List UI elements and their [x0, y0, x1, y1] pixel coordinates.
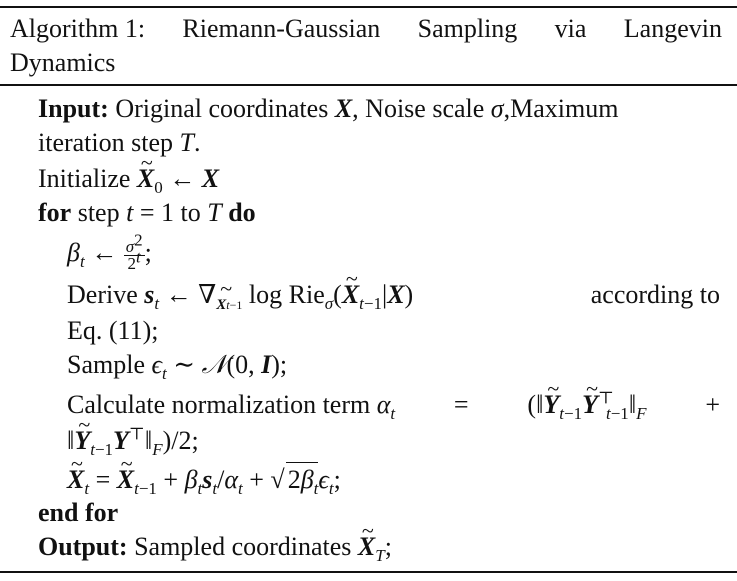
end-for-line: end for [38, 498, 119, 527]
algorithm-label: Algorithm 1: [10, 14, 146, 43]
eq-ref-line: Eq. (11); [67, 316, 159, 345]
title-rule [0, 84, 737, 86]
title-word: Langevin [623, 14, 722, 43]
input-var: X [334, 94, 353, 123]
sample-line: Sample $\epsilon_t$ ∼ 𝒩(0, I); [67, 350, 288, 384]
title-word: Sampling [417, 14, 518, 43]
initialize-line: Initialize ~ $X_0$ ← X [38, 162, 219, 196]
input-keyword: Input: [38, 94, 109, 123]
input-text: ,Maximum [503, 94, 619, 123]
title-line-2: Dynamics [10, 48, 116, 77]
algorithm-title [10, 12, 722, 80]
update-line: ~ $X_t$ = ~ $X_{t-1} + \beta_ts_t/\alpha_t$ + √ $2\beta_t\epsilon_t$; [67, 462, 341, 497]
derive-line: Derive $s_t$ ← $\nabla_{Xt-1}$ log Rie$_\sigma$(~ $X_{t-1}|X$) according to [67, 278, 720, 312]
title-word: Riemann-Gaussian [182, 14, 381, 43]
input-text: Original coordinates [115, 94, 329, 123]
top-rule [0, 6, 737, 8]
beta-line: $\beta_t$ ← $\frac{\sigma^2}{2^t}$ ; [67, 229, 152, 273]
input-line [38, 92, 720, 126]
input-line-2: iteration step T. [38, 128, 201, 157]
title-word: via [554, 14, 587, 43]
bottom-rule [0, 571, 737, 573]
sigma-symbol: σ [490, 94, 504, 123]
calculate-line-2: ‖~ $Y_{t-1}Y^⊤‖_F)/2$; [67, 424, 199, 458]
calculate-line: Calculate normalization term $\alpha_t$ = (‖~ $Y_{t-1}\sim$ $Y^⊤_{t-1}‖_F$ + [67, 388, 720, 422]
for-line: for step t = 1 to T do [38, 198, 256, 227]
output-line: Output: Sampled coordinates ~ $X_T$; [38, 530, 392, 564]
input-text: , Noise scale [352, 94, 485, 123]
title-line-1 [10, 12, 722, 46]
